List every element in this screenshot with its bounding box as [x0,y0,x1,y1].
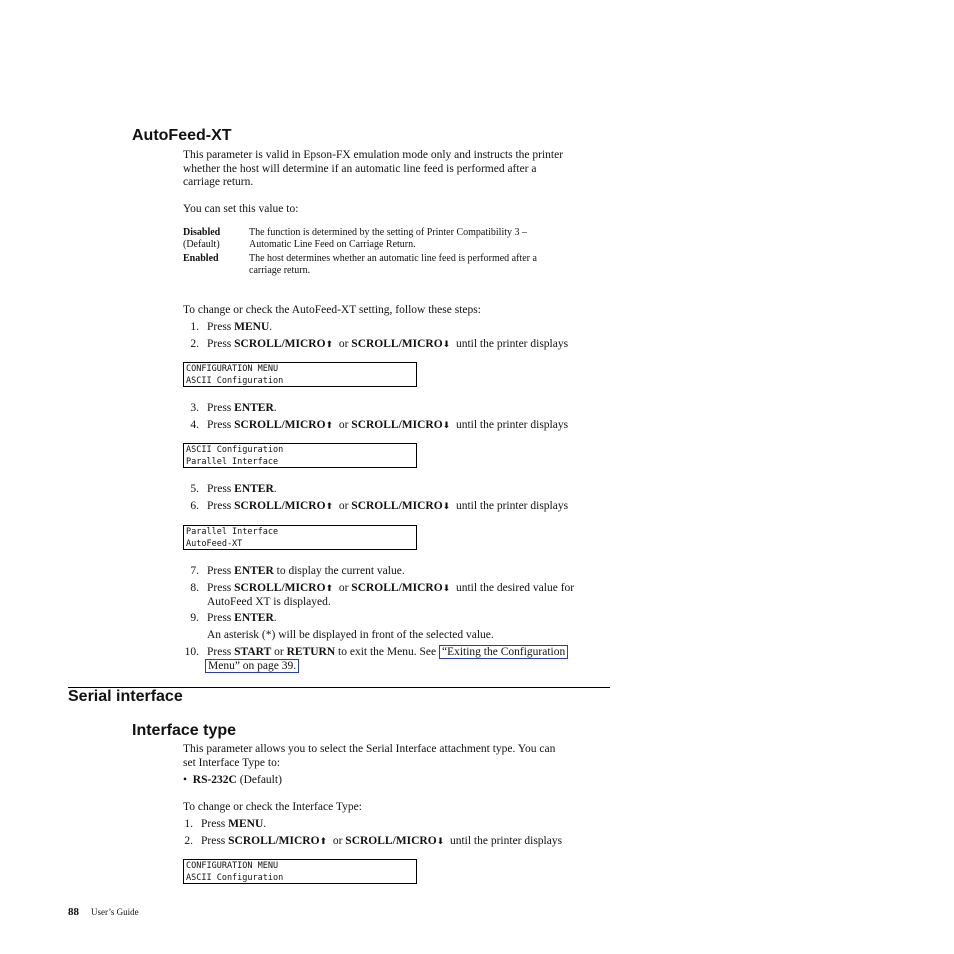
exiting-config-link[interactable]: “Exiting the Configuration [439,645,568,659]
step-2: 2. Press SCROLL/MICRO⬆ or SCROLL/MICRO⬇ until the printer displays [190,338,569,350]
arrow-up-icon: ⬆ [325,340,334,350]
serial-intro: This parameter allows you to select the Serial Interface attachment type. You can set Interface Type to: [183,743,556,769]
sub-heading-interface-type: Interface type [132,722,237,739]
steps-intro: To change or check the AutoFeed-XT setting, follow these steps: [183,304,481,316]
arrow-down-icon: ⬇ [442,502,451,512]
bullet-item: • RS-232C (Default) [183,774,282,786]
def-term-disabled: Disabled [183,227,221,238]
lcd-display: ASCII Configuration Parallel Interface [183,443,417,468]
step-4: 4. Press SCROLL/MICRO⬆ or SCROLL/MICRO⬇ until the printer displays [190,419,569,431]
section-heading-autofeed: AutoFeed-XT [132,127,232,144]
step-7: 7. Press ENTER to display the current value. [190,565,405,577]
footer-title: User’s Guide [91,907,139,917]
intro-paragraph: This parameter is valid in Epson-FX emulation mode only and instructs the printer whether the host will determine if an automatic line feed is performed after a carriage return. [183,149,564,188]
step-6: 6. Press SCROLL/MICRO⬆ or SCROLL/MICRO⬇ until the printer displays [190,500,569,512]
step-5: 5. Press ENTER. [190,483,277,495]
step-8: 8. Press SCROLL/MICRO⬆ or SCROLL/MICRO⬇ until the desired value for [190,582,575,594]
section-heading-serial: Serial interface [68,688,183,705]
arrow-down-icon: ⬇ [436,837,445,847]
page-number: 88 [68,906,79,918]
def-term-enabled: Enabled [183,253,219,264]
def-desc-disabled: The function is determined by the setting of Printer Compatibility 3 – Automatic Line Feed on Carriage Return. [249,227,528,250]
step-1: 1. Press MENU. [190,321,273,333]
arrow-down-icon: ⬇ [442,421,451,431]
step-9: 9. Press ENTER. [190,612,277,624]
def-desc-enabled: The host determines whether an automatic line feed is performed after a carriage return. [249,253,537,276]
serial-step-1: 1. Press MENU. [184,818,267,830]
step-10-continuation [205,660,299,674]
arrow-down-icon: ⬇ [442,584,451,594]
def-term-default: (Default) [183,239,220,250]
arrow-down-icon: ⬇ [442,340,451,350]
lcd-display: CONFIGURATION MENU ASCII Configuration [183,362,417,387]
set-value-text: You can set this value to: [183,203,299,215]
lcd-display: Parallel Interface AutoFeed-XT [183,525,417,550]
bullet-icon: • [183,774,188,786]
arrow-up-icon: ⬆ [325,502,334,512]
footer [68,902,139,920]
step-8-continuation: AutoFeed XT is displayed. [207,596,331,608]
arrow-up-icon: ⬆ [319,837,328,847]
exiting-config-link-cont[interactable]: Menu” on page 39. [205,659,299,673]
step-10: 10. Press START or RETURN to exit the Menu. See “Exiting the Configuration [175,646,568,660]
serial-step-2: 2. Press SCROLL/MICRO⬆ or SCROLL/MICRO⬇ until the printer displays [184,835,563,847]
arrow-up-icon: ⬆ [325,584,334,594]
arrow-up-icon: ⬆ [325,421,334,431]
serial-steps-intro: To change or check the Interface Type: [183,801,362,813]
step-9-note: An asterisk (*) will be displayed in front of the selected value. [207,629,494,641]
step-3: 3. Press ENTER. [190,402,277,414]
lcd-display: CONFIGURATION MENU ASCII Configuration [183,859,417,884]
